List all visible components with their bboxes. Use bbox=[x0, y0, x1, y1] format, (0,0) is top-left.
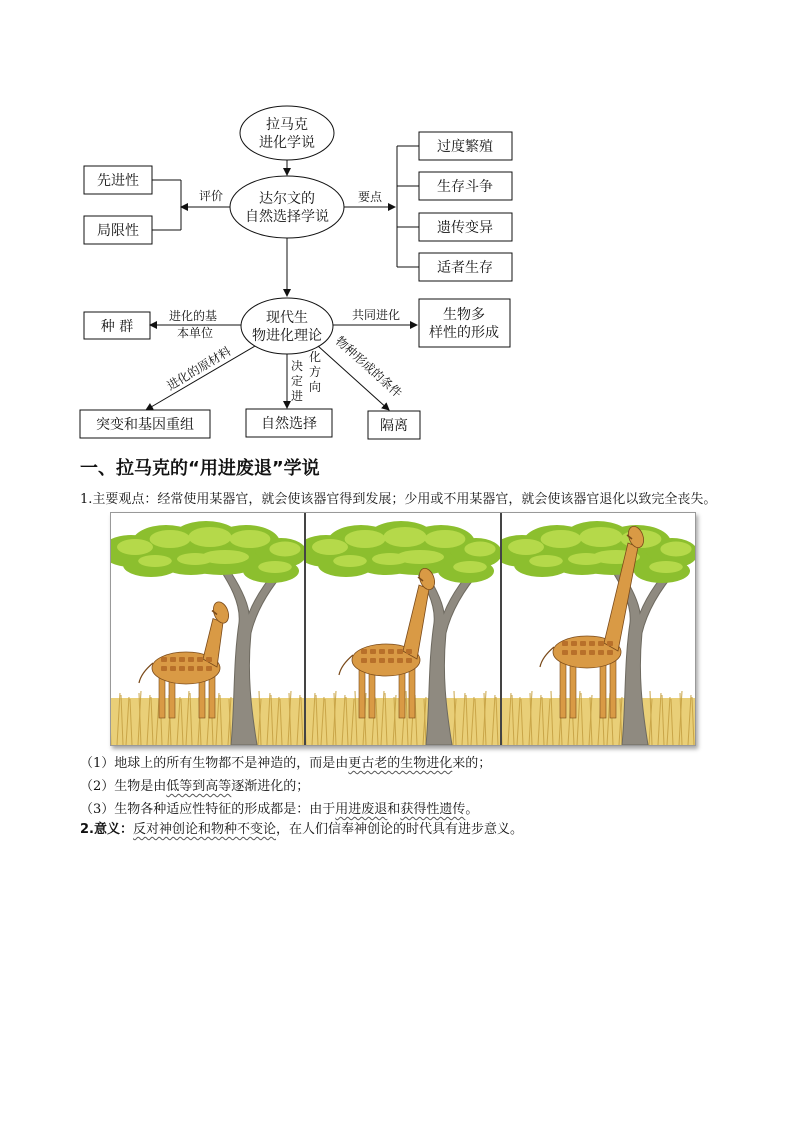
evaluation-label: 评价 bbox=[198, 189, 224, 203]
modern-label-2: 物进化理论 bbox=[252, 328, 322, 344]
point-2-label: 意义： bbox=[93, 822, 133, 837]
point-2-text: ，在人们信奉神创论的时代具有进步意义。 bbox=[276, 822, 524, 837]
diversity-text-2: 样性的形成 bbox=[429, 325, 499, 341]
list-item-2-emphasis: 低等到高等 bbox=[166, 779, 232, 794]
giraffe-panel-2 bbox=[306, 513, 501, 745]
variation-text: 遗传变异 bbox=[437, 220, 493, 236]
direction-label-char: 方 bbox=[308, 365, 322, 379]
list-item-2-end: 逐渐进化的； bbox=[231, 779, 310, 794]
giraffe-leg bbox=[409, 667, 415, 718]
list-item-1-end: 来的； bbox=[452, 756, 492, 771]
speciation-label: 物种形成的条件 bbox=[332, 333, 405, 401]
modern-theory-node bbox=[241, 298, 333, 354]
coevolution-label: 共同进化 bbox=[351, 308, 401, 322]
point-1-label: 1.主要观点： bbox=[80, 492, 158, 507]
darwin-label-2: 自然选择学说 bbox=[245, 209, 329, 225]
list-item bbox=[80, 752, 491, 775]
point-2-emphasis: 反对神创论和物种不变论 bbox=[133, 822, 277, 837]
giraffe-leg bbox=[169, 679, 175, 718]
list-item-3-emphasis-1: 用进废退 bbox=[335, 802, 388, 817]
list-item bbox=[80, 775, 491, 798]
unit-label-2: 本单位 bbox=[176, 326, 214, 340]
direction-label-char: 定 bbox=[290, 374, 304, 388]
direction-label-char: 向 bbox=[308, 380, 322, 394]
list-item-3-emphasis-2: 获得性遗传 bbox=[400, 802, 466, 817]
giraffe-leg bbox=[159, 677, 165, 718]
advanced-text: 先进性 bbox=[97, 173, 139, 189]
mutation-text: 突变和基因重组 bbox=[96, 417, 194, 433]
point-1 bbox=[80, 489, 780, 511]
list-item-3-and: 和 bbox=[387, 802, 401, 817]
direction-label-char: 化 bbox=[308, 350, 322, 364]
giraffe-leg bbox=[209, 675, 215, 718]
giraffe-panel-1 bbox=[111, 513, 306, 745]
giraffe-leg bbox=[560, 661, 566, 718]
darwin-label-1: 达尔文的 bbox=[259, 191, 315, 207]
giraffe-figure bbox=[110, 512, 696, 746]
direction-label-char: 决 bbox=[290, 359, 304, 373]
giraffe-leg bbox=[570, 663, 576, 718]
darwin-node bbox=[230, 176, 344, 238]
list-item-3-text: （3）生物各种适应性特征的形成都是：由于 bbox=[80, 802, 336, 817]
list-item-3-end: 。 bbox=[465, 802, 479, 817]
struggle-text: 生存斗争 bbox=[437, 179, 493, 195]
limitation-text: 局限性 bbox=[97, 223, 139, 239]
raw-material-label: 进化的原材料 bbox=[164, 344, 234, 394]
section-title: 一、拉马克的“用进废退”学说 bbox=[80, 458, 320, 479]
direction-label-char: 进 bbox=[290, 389, 304, 403]
list-item-2-text: （2）生物是由 bbox=[80, 779, 167, 794]
list-item bbox=[80, 798, 491, 821]
isolation-text: 隔离 bbox=[380, 418, 408, 434]
evolution-concept-map bbox=[0, 0, 794, 450]
giraffe-leg bbox=[600, 661, 606, 718]
list-item-1-text: （1）地球上的所有生物都不是神造的，而是由 bbox=[80, 756, 349, 771]
lamarck-label-2: 进化学说 bbox=[259, 135, 315, 151]
giraffe-leg bbox=[610, 659, 616, 718]
selection-text: 自然选择 bbox=[261, 416, 317, 432]
point-1-text: 经常使用某器官，就会使该器官得到发展；少用或不用某器官，就会使该器官退化以致完全丧失。 bbox=[157, 492, 717, 507]
giraffe-leg bbox=[399, 669, 405, 718]
point-2-number: 2. bbox=[80, 822, 94, 837]
lamarck-label-1: 拉马克 bbox=[266, 117, 308, 133]
unit-label-1: 进化的基 bbox=[168, 309, 218, 323]
diversity-text-1: 生物多 bbox=[443, 307, 485, 323]
giraffe-panel-3 bbox=[502, 513, 695, 745]
giraffe-leg bbox=[199, 677, 205, 718]
modern-label-1: 现代生 bbox=[266, 310, 308, 326]
population-text: 种 群 bbox=[100, 319, 134, 335]
point-2 bbox=[80, 819, 780, 841]
giraffe-leg bbox=[369, 671, 375, 718]
list-item-1-emphasis: 更古老的生物进化 bbox=[348, 756, 453, 771]
giraffe-leg bbox=[359, 669, 365, 718]
lamarck-node bbox=[240, 106, 334, 160]
lamarck-points-list bbox=[80, 752, 491, 821]
overproduction-text: 过度繁殖 bbox=[437, 139, 493, 155]
keypoints-label: 要点 bbox=[357, 190, 383, 204]
survival-text: 适者生存 bbox=[437, 260, 493, 276]
